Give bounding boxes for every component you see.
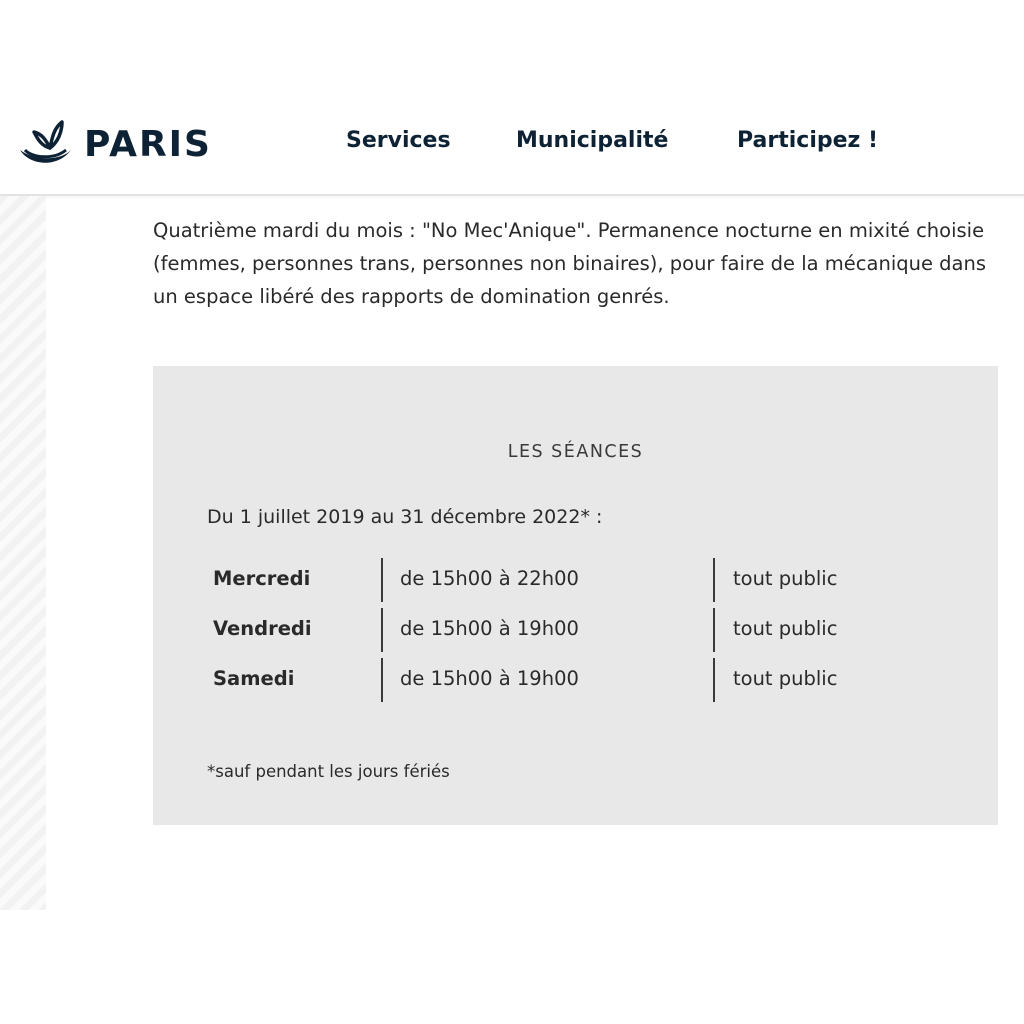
- nav-municipalite[interactable]: Municipalité: [516, 128, 669, 153]
- column-divider: [713, 558, 715, 602]
- schedule-day: Vendredi: [213, 617, 312, 640]
- schedule-row: [153, 558, 998, 602]
- schedule-footnote: *sauf pendant les jours fériés: [207, 762, 450, 781]
- nav-participez[interactable]: Participez !: [737, 128, 879, 153]
- logo-text: PARIS: [84, 124, 212, 165]
- site-header: [0, 98, 1024, 196]
- schedule-row: [153, 658, 998, 702]
- paris-boat-icon: [16, 116, 74, 174]
- schedule-day: Mercredi: [213, 567, 311, 590]
- column-divider: [381, 658, 383, 702]
- schedule-day: Samedi: [213, 667, 295, 690]
- schedule-audience: tout public: [733, 567, 838, 590]
- schedule-period: Du 1 juillet 2019 au 31 décembre 2022* :: [207, 506, 603, 528]
- intro-paragraph: Quatrième mardi du mois : "No Mec'Anique". Permanence nocturne en mixité choisie (femmes, personnes trans, personnes non binaires), pour faire de la mécanique dans un espace libéré des rapports de domination genrés.: [153, 219, 987, 308]
- schedule-hours: de 15h00 à 22h00: [400, 567, 579, 590]
- schedule-title: LES SÉANCES: [507, 442, 644, 462]
- decorative-stripes: [0, 196, 46, 910]
- column-divider: [381, 558, 383, 602]
- nav-services[interactable]: Services: [346, 128, 451, 153]
- schedule-hours: de 15h00 à 19h00: [400, 667, 579, 690]
- schedule-audience: tout public: [733, 667, 838, 690]
- schedule-card: [153, 366, 998, 825]
- column-divider: [381, 608, 383, 652]
- schedule-hours: de 15h00 à 19h00: [400, 617, 579, 640]
- column-divider: [713, 658, 715, 702]
- paris-logo[interactable]: [16, 116, 212, 174]
- schedule-audience: tout public: [733, 617, 838, 640]
- schedule-row: [153, 608, 998, 652]
- column-divider: [713, 608, 715, 652]
